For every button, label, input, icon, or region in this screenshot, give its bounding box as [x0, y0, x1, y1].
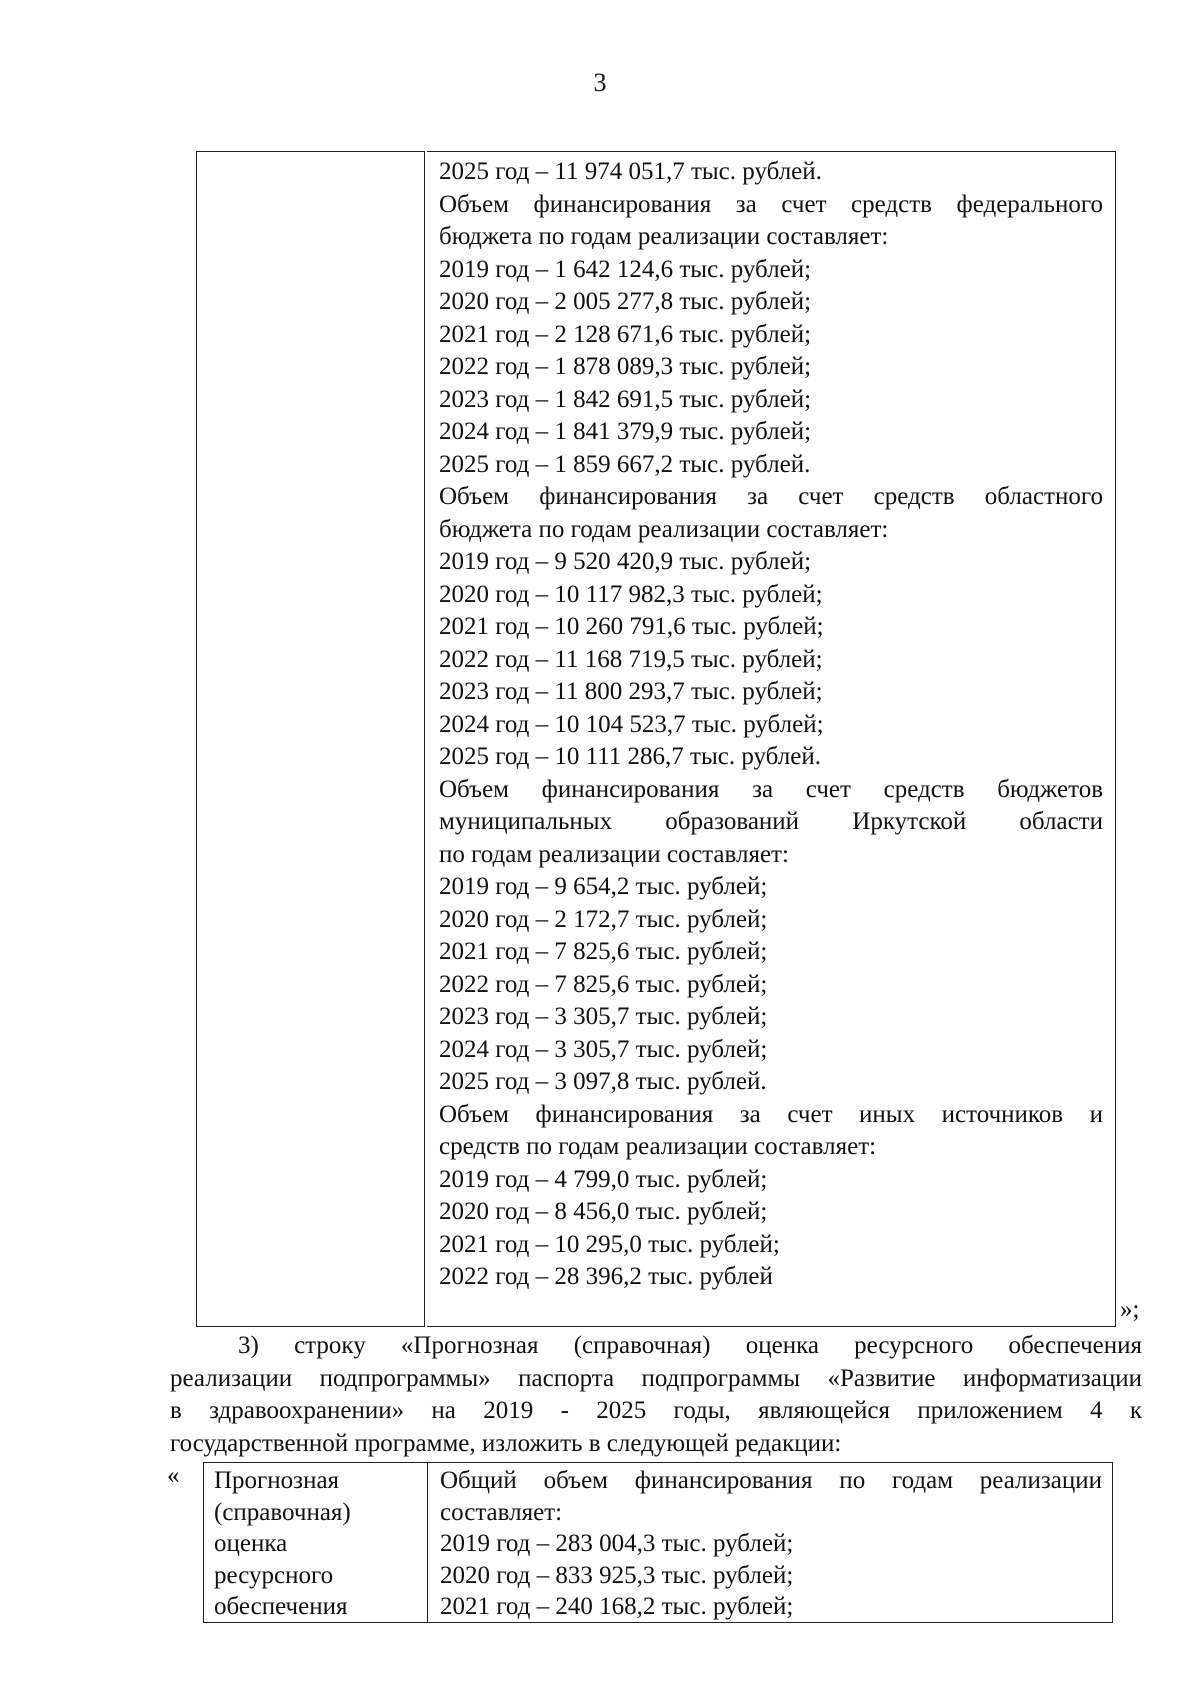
paragraph-text-line: в здравоохранении» на 2019 - 2025 годы, являющейся приложением 4 к — [170, 1397, 1142, 1424]
table1-text-line: 2020 год – 2 005 277,8 тыс. рублей; — [439, 288, 812, 315]
table1-text-line: 2022 год – 7 825,6 тыс. рублей; — [439, 970, 768, 998]
table2-right-cell — [428, 1463, 1112, 1622]
table1-text-line: 2020 год – 10 117 982,3 тыс. рублей; — [439, 580, 823, 608]
table1-text-line: по годам реализации составляет: — [439, 840, 789, 868]
table2-label-line: Прогнозная — [214, 1467, 340, 1494]
page-number: 3 — [593, 68, 607, 97]
amendment-paragraph — [170, 1330, 1142, 1460]
table2-label-line: оценка — [214, 1530, 288, 1557]
closing-quote-mark: »; — [1120, 1296, 1140, 1323]
paragraph-text-line: государственной программе, изложить в следующей редакции: — [170, 1429, 842, 1457]
table2-text-line: 2021 год – 240 168,2 тыс. рублей; — [440, 1593, 794, 1620]
table2-label-line: обеспечения — [214, 1593, 348, 1620]
table1-text-line: бюджета по годам реализации составляет: — [439, 223, 889, 250]
table1-text-line: Объем финансирования за счет средств областного — [439, 483, 1103, 510]
table1-text-line: 2023 год – 11 800 293,7 тыс. рублей; — [439, 678, 823, 705]
table2-text-line: 2020 год – 833 925,3 тыс. рублей; — [440, 1561, 794, 1589]
table2-label-line: ресурсного — [214, 1561, 334, 1589]
table1-text-line: 2023 год – 3 305,7 тыс. рублей; — [439, 1003, 768, 1030]
paragraph-text-line: реализации подпрограммы» паспорта подпрограммы «Развитие информатизации — [170, 1364, 1142, 1392]
table1-text-line: 2020 год – 2 172,7 тыс. рублей; — [439, 905, 768, 933]
table1-text-line: Объем финансирования за счет средств бюджетов — [439, 775, 1103, 803]
table1-text-line: 2022 год – 1 878 089,3 тыс. рублей; — [439, 353, 812, 380]
opening-quote-mark: « — [167, 1462, 180, 1489]
table1-text-line: 2022 год – 11 168 719,5 тыс. рублей; — [439, 645, 823, 673]
table2-label-line: (справочная) — [214, 1498, 351, 1526]
paragraph-text-line: 3) строку «Прогнозная (справочная) оценка ресурсного обеспечения — [238, 1332, 1142, 1359]
table1-text-line: 2019 год – 4 799,0 тыс. рублей; — [439, 1165, 768, 1193]
table1-text-line: 2021 год – 10 295,0 тыс. рублей; — [439, 1230, 780, 1258]
table1-text-line: Объем финансирования за счет средств федерального — [439, 190, 1103, 218]
table1-text-line: 2024 год – 10 104 523,7 тыс. рублей; — [439, 710, 824, 738]
table2-text-line: 2019 год – 283 004,3 тыс. рублей; — [440, 1530, 794, 1557]
table1-text-line: Объем финансирования за счет иных источников и — [439, 1100, 1103, 1128]
table1-left-cell — [196, 151, 425, 1327]
table2-left-cell — [204, 1463, 428, 1622]
table1-text-line: 2024 год – 3 305,7 тыс. рублей; — [439, 1035, 768, 1063]
table1-text-line: муниципальных образований Иркутской области — [439, 808, 1103, 835]
table1-text-line: 2019 год – 9 654,2 тыс. рублей; — [439, 873, 768, 900]
table1-text-line: 2021 год – 10 260 791,6 тыс. рублей; — [439, 613, 824, 640]
table1-text-line: 2024 год – 1 841 379,9 тыс. рублей; — [439, 418, 812, 445]
table1-text-line: 2022 год – 28 396,2 тыс. рублей — [439, 1263, 773, 1290]
table1-text-line: 2025 год – 3 097,8 тыс. рублей. — [439, 1068, 767, 1095]
table1-text-line: 2020 год – 8 456,0 тыс. рублей; — [439, 1198, 768, 1225]
table1-text-line: 2021 год – 7 825,6 тыс. рублей; — [439, 938, 768, 965]
table1-text-line: 2019 год – 1 642 124,6 тыс. рублей; — [439, 255, 812, 283]
table2 — [203, 1462, 1113, 1623]
table1-text-line: 2021 год – 2 128 671,6 тыс. рублей; — [439, 320, 812, 348]
table2-text-line: Общий объем финансирования по годам реализации — [440, 1467, 1102, 1494]
table1-text-line: 2025 год – 1 859 667,2 тыс. рублей. — [439, 450, 811, 478]
table1-text-line: средств по годам реализации составляет: — [439, 1133, 877, 1160]
table2-text-line: составляет: — [440, 1498, 563, 1526]
table1-right-cell — [427, 151, 1116, 1327]
table1-text-line: 2025 год – 11 974 051,7 тыс. рублей. — [439, 158, 822, 185]
table1-text-line: 2025 год – 10 111 286,7 тыс. рублей. — [439, 743, 821, 770]
table1-text-line: 2023 год – 1 842 691,5 тыс. рублей; — [439, 385, 812, 413]
table1-text-line: 2019 год – 9 520 420,9 тыс. рублей; — [439, 548, 812, 575]
table1-text-line: бюджета по годам реализации составляет: — [439, 515, 889, 543]
